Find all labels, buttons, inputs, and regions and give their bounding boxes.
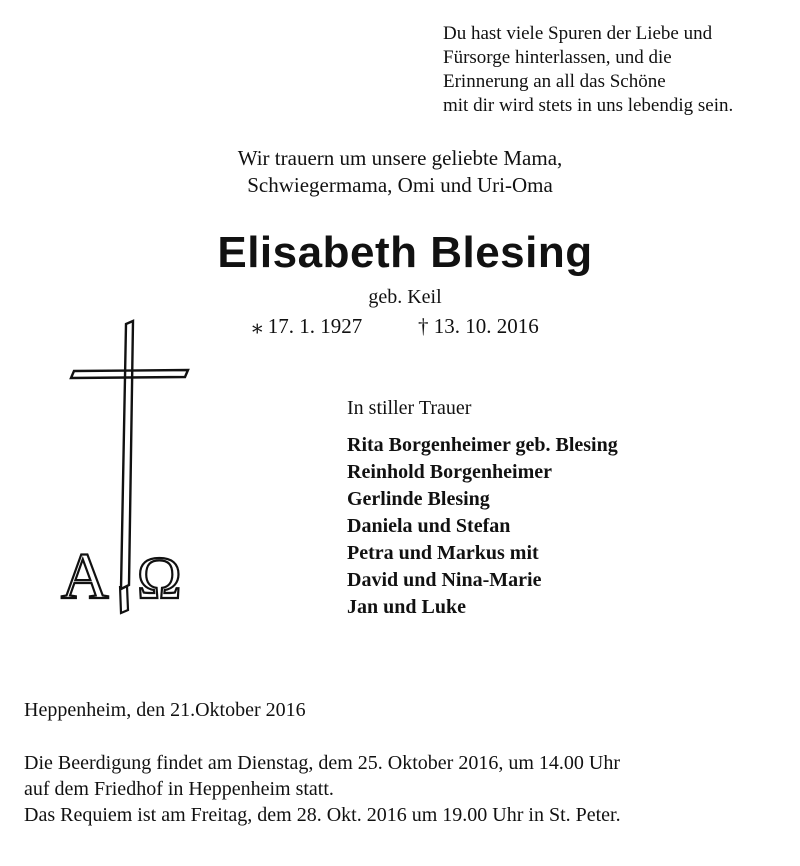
- mourner-name: Jan und Luke: [347, 596, 466, 618]
- mourner-name: Daniela und Stefan: [347, 515, 511, 537]
- intro-text: [0, 145, 800, 199]
- mourner-name: Gerlinde Blesing: [347, 488, 490, 510]
- funeral-details: [24, 750, 794, 828]
- intro-line: Schwiegermama, Omi und Uri-Oma: [247, 173, 553, 197]
- cross-foot: [120, 586, 128, 613]
- poem-line: Du hast viele Spuren der Liebe und: [443, 23, 713, 44]
- alpha-letter: A: [61, 540, 109, 613]
- mourner-name: Rita Borgenheimer geb. Blesing: [347, 434, 618, 456]
- mourner-name: Petra und Markus mit: [347, 542, 539, 564]
- mourning-heading: In stiller Trauer: [347, 397, 472, 419]
- intro-line: Wir trauern um unsere geliebte Mama,: [237, 146, 563, 170]
- funeral-line: auf dem Friedhof in Heppenheim statt.: [24, 778, 334, 800]
- poem-line: Fürsorge hinterlassen, und die: [443, 47, 672, 68]
- deceased-name: Elisabeth Blesing: [217, 228, 593, 277]
- poem-line: Erinnerung an all das Schöne: [443, 71, 666, 92]
- death-date: † 13. 10. 2016: [418, 314, 539, 338]
- poem-line: mit dir wird stets in uns lebendig sein.: [443, 95, 734, 116]
- mourner-list: [347, 432, 618, 621]
- cross-alpha-omega-emblem: [55, 318, 200, 618]
- funeral-line: Die Beerdigung findet am Dienstag, dem 25. Oktober 2016, um 14.00 Uhr: [24, 752, 620, 774]
- mourner-name: David und Nina-Marie: [347, 569, 542, 591]
- maiden-name: geb. Keil: [368, 286, 442, 308]
- birth-date: ⁎ 17. 1. 1927: [252, 314, 363, 338]
- funeral-line: Das Requiem ist am Freitag, dem 28. Okt. 2016 um 19.00 Uhr in St. Peter.: [24, 804, 621, 826]
- omega-letter: Ω: [137, 545, 182, 611]
- poem: [443, 22, 788, 118]
- mourner-name: Reinhold Borgenheimer: [347, 461, 552, 483]
- place-and-date: Heppenheim, den 21.Oktober 2016: [24, 699, 306, 721]
